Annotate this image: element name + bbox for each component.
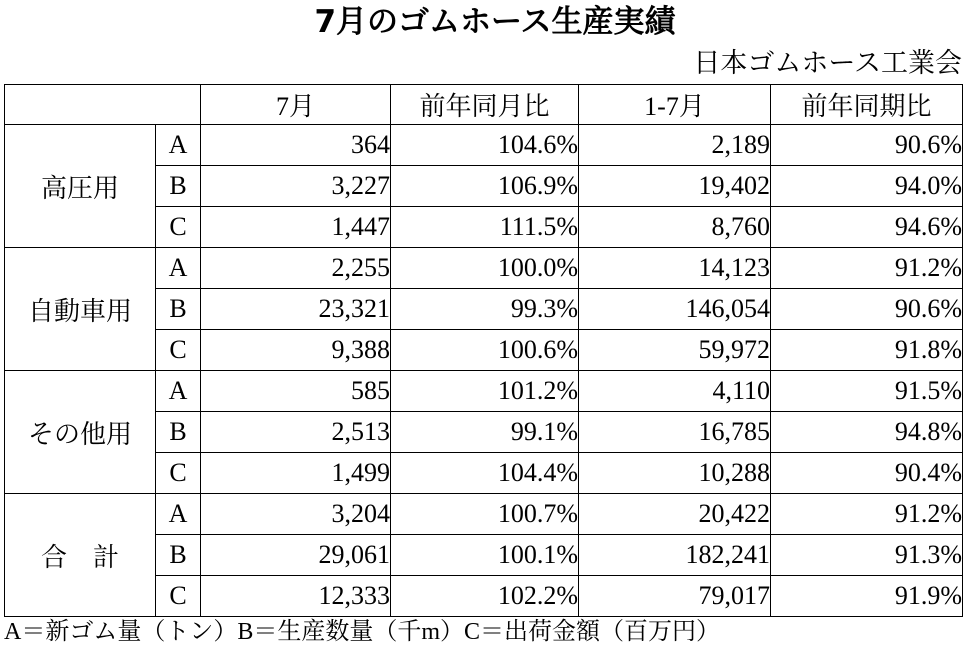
source-label: 日本ゴムホース工業会 xyxy=(693,48,962,78)
table-row xyxy=(5,125,963,166)
ytd-yoy-cell: 91.5% xyxy=(771,371,963,412)
month-yoy-cell: 100.6% xyxy=(391,330,579,371)
header-month: 7月 xyxy=(201,85,391,125)
ytd-yoy-cell: 91.2% xyxy=(771,248,963,289)
month-value-cell: 3,204 xyxy=(201,494,391,535)
month-value-cell: 585 xyxy=(201,371,391,412)
header-ytd-yoy: 前年同期比 xyxy=(771,85,963,125)
production-table xyxy=(4,84,963,617)
header-row xyxy=(5,85,963,125)
ytd-yoy-cell: 91.2% xyxy=(771,494,963,535)
month-yoy-cell: 99.3% xyxy=(391,289,579,330)
month-yoy-cell: 100.1% xyxy=(391,535,579,576)
month-yoy-cell: 104.4% xyxy=(391,453,579,494)
ytd-value-cell: 14,123 xyxy=(579,248,771,289)
ytd-value-cell: 10,288 xyxy=(579,453,771,494)
ytd-yoy-cell: 91.8% xyxy=(771,330,963,371)
month-yoy-cell: 99.1% xyxy=(391,412,579,453)
ytd-value-cell: 59,972 xyxy=(579,330,771,371)
ytd-value-cell: 20,422 xyxy=(579,494,771,535)
ytd-yoy-cell: 94.0% xyxy=(771,166,963,207)
type-cell: B xyxy=(156,289,201,330)
type-cell: B xyxy=(156,535,201,576)
ytd-yoy-cell: 90.6% xyxy=(771,289,963,330)
ytd-value-cell: 79,017 xyxy=(579,576,771,617)
month-yoy-cell: 101.2% xyxy=(391,371,579,412)
type-cell: A xyxy=(156,494,201,535)
ytd-yoy-cell: 90.4% xyxy=(771,453,963,494)
header-ytd: 1-7月 xyxy=(579,85,771,125)
type-cell: A xyxy=(156,248,201,289)
month-yoy-cell: 100.0% xyxy=(391,248,579,289)
table-row xyxy=(5,371,963,412)
header-month-yoy: 前年同月比 xyxy=(391,85,579,125)
ytd-yoy-cell: 91.9% xyxy=(771,576,963,617)
type-cell: A xyxy=(156,125,201,166)
month-value-cell: 9,388 xyxy=(201,330,391,371)
type-cell: B xyxy=(156,412,201,453)
group-label: 自動車用 xyxy=(5,248,156,371)
month-yoy-cell: 106.9% xyxy=(391,166,579,207)
month-value-cell: 23,321 xyxy=(201,289,391,330)
ytd-yoy-cell: 91.3% xyxy=(771,535,963,576)
type-cell: C xyxy=(156,453,201,494)
ytd-yoy-cell: 94.6% xyxy=(771,207,963,248)
type-cell: A xyxy=(156,371,201,412)
group-label: その他用 xyxy=(5,371,156,494)
month-value-cell: 12,333 xyxy=(201,576,391,617)
footnote-legend: A＝新ゴム量（トン）B＝生産数量（千m）C＝出荷金額（百万円） xyxy=(4,619,721,645)
month-yoy-cell: 111.5% xyxy=(391,207,579,248)
type-cell: B xyxy=(156,166,201,207)
month-value-cell: 3,227 xyxy=(201,166,391,207)
header-corner-cell xyxy=(5,85,201,125)
type-cell: C xyxy=(156,207,201,248)
page-title: 7月のゴムホース生産実績 xyxy=(314,4,676,40)
type-cell: C xyxy=(156,330,201,371)
month-value-cell: 364 xyxy=(201,125,391,166)
table-row xyxy=(5,248,963,289)
month-value-cell: 2,513 xyxy=(201,412,391,453)
month-yoy-cell: 100.7% xyxy=(391,494,579,535)
month-value-cell: 1,447 xyxy=(201,207,391,248)
month-yoy-cell: 102.2% xyxy=(391,576,579,617)
ytd-value-cell: 2,189 xyxy=(579,125,771,166)
type-cell: C xyxy=(156,576,201,617)
month-value-cell: 1,499 xyxy=(201,453,391,494)
ytd-value-cell: 146,054 xyxy=(579,289,771,330)
month-value-cell: 29,061 xyxy=(201,535,391,576)
group-label: 高圧用 xyxy=(5,125,156,248)
month-yoy-cell: 104.6% xyxy=(391,125,579,166)
ytd-value-cell: 182,241 xyxy=(579,535,771,576)
ytd-yoy-cell: 94.8% xyxy=(771,412,963,453)
month-value-cell: 2,255 xyxy=(201,248,391,289)
ytd-value-cell: 19,402 xyxy=(579,166,771,207)
group-label: 合 計 xyxy=(5,494,156,617)
ytd-yoy-cell: 90.6% xyxy=(771,125,963,166)
table-row xyxy=(5,494,963,535)
ytd-value-cell: 16,785 xyxy=(579,412,771,453)
ytd-value-cell: 8,760 xyxy=(579,207,771,248)
ytd-value-cell: 4,110 xyxy=(579,371,771,412)
